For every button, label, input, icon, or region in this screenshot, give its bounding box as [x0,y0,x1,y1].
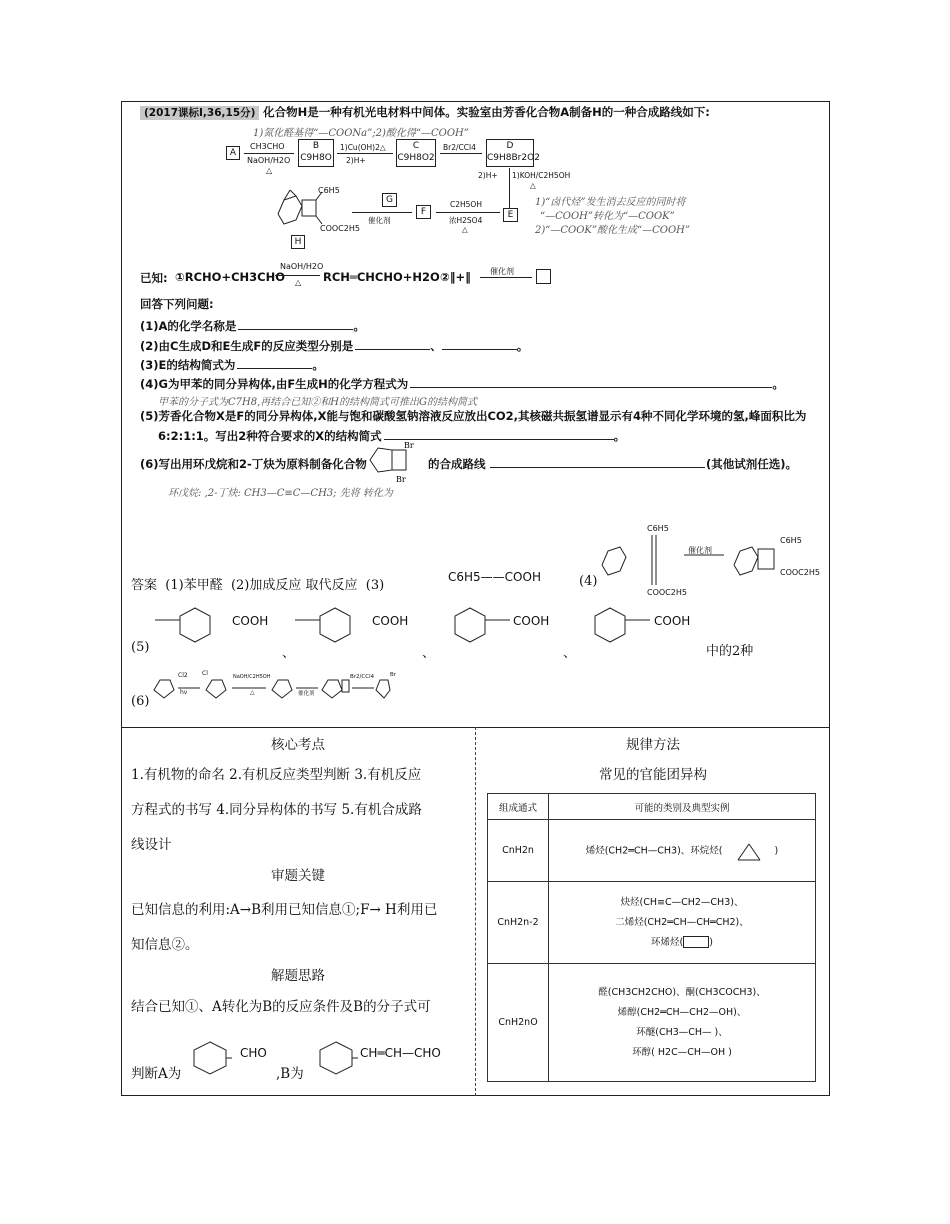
cyclobutene-box [683,936,709,948]
cond-bc-1: 1)Cu(OH)2△ [340,143,386,152]
key-title: 审题关键 [271,868,325,884]
svg-text:Br: Br [404,441,414,450]
key-text-2: 知信息②。 [131,937,199,953]
idea-text-1: 结合已知①、A转化为B的反应条件及B的分子式可 [131,999,431,1015]
table-row [488,964,816,1082]
arrow-ef [436,212,500,213]
a5-sep-1: 、 [282,646,296,661]
a5-group-4: COOH [654,614,691,628]
a6-br: Br [390,672,397,678]
row-formula-3: CnH2nO [488,964,549,1082]
compound-e-box: E [503,208,518,222]
key-text-1: 已知信息的利用:A→B利用已知信息①;F→ H利用已 [131,902,438,918]
cond-de-2: 2)H+ [478,171,498,180]
a6-cl: Cl [202,670,208,677]
a4-sub1: C6H5 [647,524,669,533]
b-label: B [312,141,320,151]
cond-ef-delta: △ [462,225,468,234]
idea-text-2a: 判断A为 [131,1066,182,1082]
idea-title: 解题思路 [271,968,325,984]
table-header-examples: 可能的类别及典型实例 [549,794,816,820]
compound-h-box: H [291,235,305,249]
cyclobutene-icon [536,269,551,284]
a5-group-1: COOH [232,614,269,628]
a6-cond-4: Br2/CCl4 [350,674,375,680]
row-examples-3: 醛(CH3CH2CHO)、酮(CH3COCH3)、 烯醇(CH2═CH—CH2—OH)、 环醚(CH3—CH— )、 环醇( H2C—CH—OH ) [549,964,816,1082]
a4-sub2: COOC2H5 [647,588,687,597]
arrow-de [509,168,510,208]
cinnamaldehyde-ring [314,1038,358,1078]
a5-group-2: COOH [372,614,409,628]
cond-de-delta: △ [530,181,536,190]
known-1-product: RCH═CHCHO+H2O [323,270,440,284]
question-4: (4)G为甲苯的同分异构体,由F生成H的化学方程式为 。 [140,377,784,391]
h-sub1: C6H5 [318,186,340,195]
compound-b-box [298,139,334,167]
svg-text:Br: Br [396,475,406,484]
known-1: ①RCHO+CH3CHO [175,270,285,284]
c-label: C [412,141,420,151]
row-formula-1: CnH2n [488,820,549,882]
a5-tail: 中的2种 [706,644,754,659]
handwritten-note-top: 1)氮化醛基得“—COONa”;2)酸化得“—COOH” [253,128,469,139]
a6-cond-2: NaOH/C2H5OH [233,674,271,680]
known-2-cond: 催化剂 [490,267,514,276]
question-6b: 的合成路线 [428,456,705,472]
row-examples-2: 炔烃(CH≡C—CH2—CH3)、 二烯烃(CH2═CH—CH═CH2)、 环烯烃( ) [549,882,816,964]
compound-a-box: A [226,146,240,160]
a6-cond-2b: △ [250,689,255,696]
cond-cd: Br2/CCl4 [443,143,476,152]
source-tag: (2017课标Ⅰ,36,15分) [140,106,259,120]
answer-line-1: 答案 (1)苯甲醛 (2)加成反应 取代反应 (3) [131,578,385,593]
cond-ab-top: CH3CHO [250,142,285,151]
core-text-1: 1.有机物的命名 2.有机反应类型判断 3.有机反应 [131,767,422,783]
target-compound-structure [366,440,420,484]
table-row [488,882,816,964]
cond-de-1: 1)KOH/C2H5OH [512,171,571,180]
answer-3-structure: C6H5——COOH [448,570,541,584]
answer-5-label: (5) [131,640,150,655]
cond-ef-top: C2H5OH [450,200,482,209]
a6-cond-1b: hv [180,689,188,696]
cond-bc-2: 2)H+ [346,156,366,165]
table-row [488,820,816,882]
a5-sep-2: 、 [422,646,436,661]
a4-sub3: C6H5 [780,536,802,545]
answer-prompt: 回答下列问题: [140,297,214,311]
question-4-note: 甲苯的分子式为C7H8,再结合已知②和H的结构简式可推出G的结构简式 [158,397,477,408]
compound-f-box: F [416,205,431,219]
known-1-delta: △ [295,278,302,287]
question-1: (1)A的化学名称是 。 [140,319,365,333]
core-text-3: 线设计 [131,837,172,853]
a6-cond-3: 催化剂 [298,691,315,697]
method-subtitle: 常见的官能团异构 [599,767,707,783]
row-formula-2: CnH2n-2 [488,882,549,964]
cyclopropane-structure [726,834,772,868]
a4-cond: 催化剂 [688,546,712,555]
table-header-formula: 组成通式 [488,794,549,820]
cond-fh: 催化剂 [368,216,391,225]
question-stem: 化合物H是一种有机光电材料中间体。实验室由芳香化合物A制备H的一种合成路线如下: [263,105,710,119]
question-5-line2: 6:2:1:1。写出2种符合要求的X的结构简式 。 [158,429,626,443]
compound-d-box [486,139,540,167]
cond-ab-delta: △ [266,166,273,175]
known-2: ②‖+‖ [440,270,471,284]
known-2-arrow [480,277,532,278]
handwritten-note-right-1: 1)“卤代烃”发生消去反应的同时将 [535,197,686,208]
benzaldehyde-ring [188,1038,232,1078]
question-3: (3)E的结构简式为 。 [140,358,324,372]
question-6a: (6)写出用环戊烷和2-丁炔为原料制备化合物 [140,457,367,471]
core-text-2: 方程式的书写 4.同分异构体的书写 5.有机合成路 [131,802,422,818]
table-header-row [488,794,816,820]
question-header [140,104,710,120]
arrow-bc [337,153,393,154]
answer-6-label: (6) [131,694,150,709]
arrow-cd [440,153,482,154]
a6-cond-1: Cl2 [178,672,188,679]
a5-group-3: COOH [513,614,550,628]
question-6-note: 环戊烷: ,2-丁炔: CH3—C≡C—CH3; 先将 转化为 [168,488,393,499]
known-label: 已知: [140,271,168,285]
compound-c-box [396,139,436,167]
arrow-fh [352,212,412,213]
known-1-arrow [275,275,320,276]
a4-sub4: COOC2H5 [780,568,820,577]
arrow-ab [244,153,294,154]
a5-sep-3: 、 [563,646,577,661]
question-2: (2)由C生成D和E生成F的反应类型分别是 、 。 [140,339,529,353]
c-formula: C9H8O2 [397,153,435,163]
handwritten-note-right-2: “—COOH”转化为“—COOK” [540,211,675,222]
row-examples-1: 烯烃(CH2═CH—CH3)、环烷烃( ) [549,820,816,882]
known-1-cond: NaOH/H2O [280,262,324,271]
question-5-line1: (5)芳香化合物X是F的同分异构体,X能与饱和碳酸氢钠溶液反应放出CO2,其核磁共振氢谱显示有4种不同化学环境的氢,峰面积比为 [140,409,807,423]
d-label: D [506,141,514,151]
method-title: 规律方法 [626,737,680,753]
answer-4-label: (4) [579,574,598,589]
d-formula: C9H8Br2O2 [487,153,540,163]
b-formula: C9H8O [300,153,332,163]
isomer-table [487,793,816,1082]
core-title: 核心考点 [271,737,325,753]
cho-group: CHO [240,1046,267,1060]
cond-ef-bottom: 浓H2SO4 [449,216,483,225]
handwritten-note-right-3: 2)“—COOK”酸化生成“—COOH” [535,225,690,236]
compound-g-box: G [382,193,397,207]
h-sub2: COOC2H5 [320,224,360,233]
question-6c: (其他试剂任选)。 [706,457,798,471]
chain-group: CH═CH—CHO [360,1046,441,1060]
idea-text-2b: ,B为 [276,1066,304,1082]
cond-ab-bottom: NaOH/H2O [247,156,291,165]
